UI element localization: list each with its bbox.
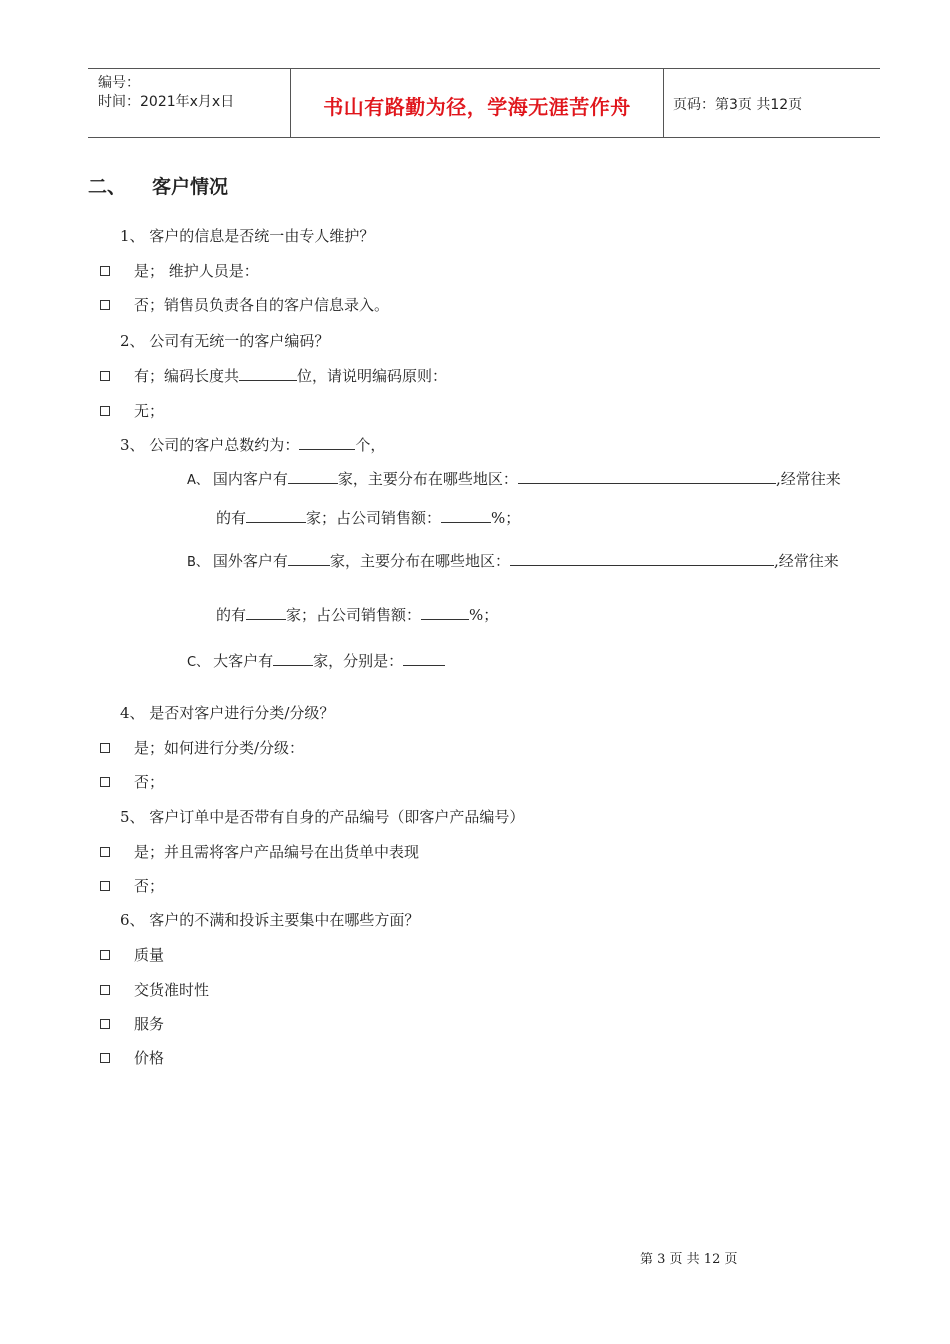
checkbox-icon[interactable] [100, 1019, 110, 1029]
option-label: 交货准时性 [134, 981, 210, 999]
major-names-blank[interactable] [403, 651, 445, 666]
checkbox-icon[interactable] [100, 371, 110, 381]
domestic-frequent-blank[interactable] [246, 508, 306, 523]
option-label: 否； [134, 773, 165, 791]
domestic-share-blank[interactable] [441, 508, 491, 523]
page-label: 页码：第3页 共12页 [673, 97, 803, 113]
header-motto-cell [290, 69, 664, 137]
option-label: 是；如何进行分类/分级： [134, 739, 305, 757]
q5-option-no[interactable] [100, 875, 164, 896]
header-right-cell [663, 69, 880, 137]
option-label: 否；销售员负责各自的客户信息录入。 [134, 296, 390, 314]
checkbox-icon[interactable] [100, 300, 110, 310]
header-left-cell [88, 69, 290, 137]
time-label: 时间：2021年x月x日 [98, 94, 235, 110]
total-customers-blank[interactable] [299, 435, 355, 450]
option-label: 有；编码长度共 [134, 367, 240, 385]
foreign-count-blank[interactable] [288, 551, 330, 566]
q4-option-yes[interactable] [100, 737, 304, 758]
q2-option-yes[interactable] [100, 365, 447, 386]
question-3: 3、 公司的客户总数约为： 个， [120, 436, 386, 454]
domestic-region-blank[interactable] [518, 469, 776, 484]
q6-option-service[interactable] [100, 1013, 164, 1034]
q1-option-yes[interactable] [100, 260, 259, 281]
question-6: 6、 客户的不满和投诉主要集中在哪些方面？ [120, 911, 420, 929]
option-label: 无； [134, 402, 165, 420]
question-1: 1、 客户的信息是否统一由专人维护？ [120, 227, 375, 245]
checkbox-icon[interactable] [100, 881, 110, 891]
section-title: 客户情况 [152, 176, 229, 198]
foreign-region-blank[interactable] [510, 551, 774, 566]
section-number: 二、 [88, 176, 127, 198]
major-count-blank[interactable] [273, 651, 313, 666]
question-5: 5、 客户订单中是否带有自身的产品编号（即客户产品编号） [120, 808, 525, 826]
q6-option-price[interactable] [100, 1047, 164, 1068]
q6-option-quality[interactable] [100, 944, 164, 965]
option-label: 是；并且需将客户产品编号在出货单中表现 [134, 843, 420, 861]
foreign-frequent-blank[interactable] [246, 605, 286, 620]
section-heading [88, 172, 228, 199]
foreign-share-blank[interactable] [421, 605, 469, 620]
page-header [88, 68, 880, 138]
q3-item-a-line2: 的有 家；占公司销售额： %； [216, 509, 521, 527]
page-footer: 第 3 页 共 12 页 [640, 1252, 738, 1267]
code-label: 编号： [98, 75, 140, 91]
q3-item-c: C、 大客户有 家，分别是： [187, 650, 445, 671]
q2-option-no[interactable] [100, 400, 164, 421]
code-length-blank[interactable] [239, 366, 297, 381]
motto: 书山有路勤为径，学海无涯苦作舟 [323, 95, 631, 119]
checkbox-icon[interactable] [100, 847, 110, 857]
checkbox-icon[interactable] [100, 406, 110, 416]
q1-option-no[interactable] [100, 294, 389, 315]
checkbox-icon[interactable] [100, 1053, 110, 1063]
domestic-count-blank[interactable] [288, 469, 338, 484]
checkbox-icon[interactable] [100, 743, 110, 753]
q3-item-b: B、 国外客户有 家，主要分布在哪些地区： ,经常往来 [187, 552, 839, 570]
q4-option-no[interactable] [100, 771, 164, 792]
option-label: 质量 [134, 946, 165, 964]
option-label: 否； [134, 877, 165, 895]
option-label: 是； 维护人员是： [134, 262, 259, 280]
question-4: 4、 是否对客户进行分类/分级？ [120, 704, 335, 722]
checkbox-icon[interactable] [100, 950, 110, 960]
q3-item-b-line2: 的有 家；占公司销售额： %； [216, 606, 499, 624]
q5-option-yes[interactable] [100, 841, 419, 862]
option-label: 服务 [134, 1015, 165, 1033]
checkbox-icon[interactable] [100, 777, 110, 787]
q6-option-delivery[interactable] [100, 979, 209, 1000]
option-label: 位，请说明编码原则： [297, 367, 448, 385]
option-label: 价格 [134, 1049, 165, 1067]
checkbox-icon[interactable] [100, 985, 110, 995]
q3-item-a: A、 国内客户有 家，主要分布在哪些地区： ,经常往来 [187, 470, 841, 488]
question-2: 2、 公司有无统一的客户编码？ [120, 332, 330, 350]
checkbox-icon[interactable] [100, 266, 110, 276]
